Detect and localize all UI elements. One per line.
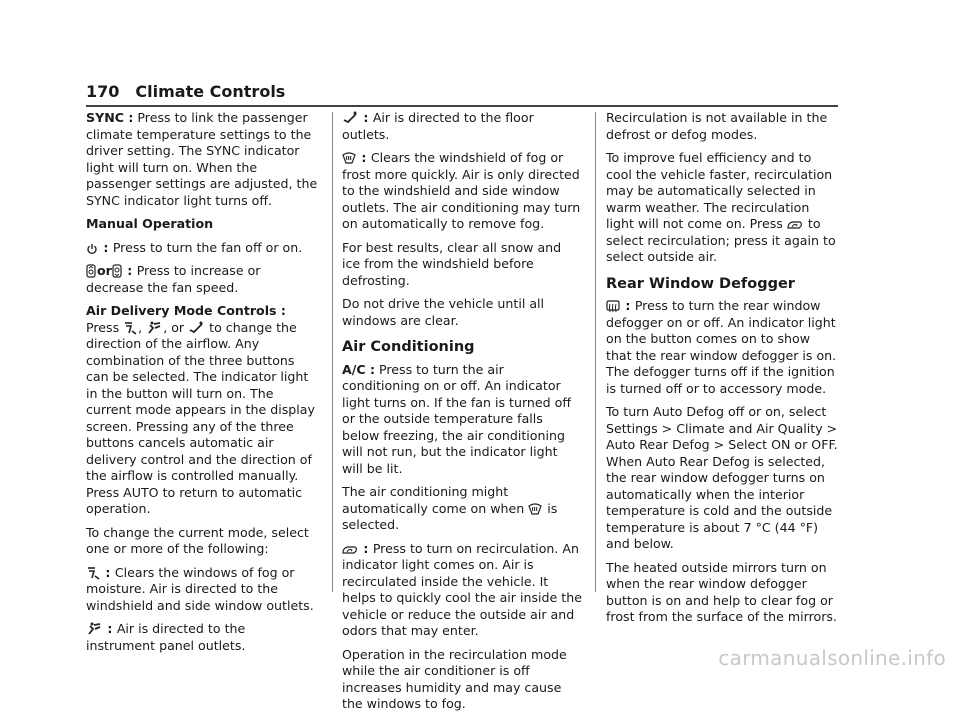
- recirc-operation-paragraph: Operation in the recirculation mode while the air conditioner is off increases humidity and may cause the windows to fog.: [342, 646, 567, 711]
- ac-auto-paragraph: [342, 484, 582, 534]
- recirculation-icon: [342, 544, 358, 556]
- ac-auto-text-2: is selected.: [342, 500, 558, 532]
- sync-paragraph: [86, 110, 318, 209]
- recirculation-icon: [787, 219, 803, 231]
- best-results-paragraph: For best results, clear all snow and ice from the windshield before defrosting.: [342, 239, 562, 288]
- defrost-paragraph: : Clears the windshield of fog or frost more quickly. Air is only directed to the windshield and side window outlets. The air conditioning may turn on automatically to remove fog.: [342, 150, 581, 231]
- air-delivery-text: to change the direction of the airflow. Any combination of the three buttons can be selected. The indicator light in the button will turn on. The current mode appears in the display screen. Pressing any of the three buttons cancels automatic air delivery control and the direction of the airflow is controlled manually. Press AUTO to return to automatic operation.: [86, 319, 315, 516]
- power-text: Press to turn the fan off or on.: [112, 239, 303, 255]
- column-right: [606, 110, 838, 633]
- defrost-icon: [528, 502, 542, 516]
- vent-paragraph: : Air is directed to the instrument panel outlets.: [86, 621, 246, 653]
- air-delivery-label: Air Delivery Mode Controls :: [86, 303, 286, 318]
- defog-mode-icon: [123, 321, 137, 335]
- air-delivery-press: Press: [86, 319, 120, 335]
- recirc-text: Press to turn on recirculation. An indicator light comes on. Air is recirculated inside the vehicle. It helps to quickly cool the air inside the vehicle or reduce the outside air and odors that may enter.: [342, 540, 582, 638]
- floor-paragraph: : Air is directed to the floor outlets.: [342, 110, 534, 142]
- manual-operation-heading: Manual Operation: [86, 216, 214, 231]
- power-paragraph: : Press to turn the fan off or on.: [86, 240, 318, 257]
- vent-text: Air is directed to the instrument panel outlets.: [86, 621, 246, 653]
- ac-heading: Air Conditioning: [342, 339, 475, 355]
- defog-text: Clears the windows of fog or moisture. Air is directed to the windshield and side window outlets.: [86, 564, 314, 613]
- floor-mode-icon: [342, 111, 358, 125]
- power-icon: [86, 243, 98, 255]
- rear-defogger-heading: Rear Window Defogger: [606, 275, 795, 292]
- defrost-icon: [342, 151, 356, 165]
- fuel-efficiency-paragraph: [606, 150, 838, 266]
- defog-mode-icon: [86, 566, 100, 580]
- rear-defog-icon: [606, 300, 620, 313]
- fan-text: Press to increase or decrease the fan speed.: [86, 263, 261, 295]
- vent-mode-icon: [86, 622, 102, 636]
- fan-paragraph: or : Press to increase or decrease the fan speed.: [86, 263, 261, 295]
- section-title: Climate Controls: [135, 82, 286, 101]
- column-left: [86, 110, 318, 661]
- auto-defog-paragraph: To turn Auto Defog off or on, select Settings > Climate and Air Quality > Auto Rear Defog > Select ON or OFF. When Auto Rear Defog is selected, the rear window defogger turns on automatically when the interior temperature is cold and the outside temperature is about 7 °C (44 °F) and below.: [606, 404, 838, 551]
- fan-or: or: [97, 263, 112, 278]
- page-number: 170: [86, 82, 120, 101]
- ac-text: Press to turn the air conditioning on or off. An indicator light turns on. If the fan is turned off or the outside temperature falls below freezing, the air conditioning will not run, but the indicator light will be lit.: [342, 361, 572, 476]
- recirc-paragraph: : Press to turn on recirculation. An indicator light comes on. Air is recirculated inside the vehicle. It helps to quickly cool the air inside the vehicle or reduce the outside air and odors that may enter.: [342, 540, 582, 638]
- fan-increase-icon: [86, 264, 96, 278]
- fan-decrease-icon: [112, 264, 122, 278]
- defrost-text: Clears the windshield of fog or frost more quickly. Air is only directed to the windshield and side window outlets. The air conditioning may turn on automatically to remove fog.: [342, 150, 581, 231]
- air-delivery-paragraph: Air Delivery Mode Controls : Press , , or to change the direction of the airflow. Any combination of the three buttons can be selected. The indicator light in the button will turn on. The current mode appears in the display screen. Pressing any of the three buttons cancels automatic air delivery control and the direction of the airflow is controlled manually. Press AUTO to return to automatic operation.: [86, 303, 315, 516]
- fuel-eff-text-2: to select recirculation; press it again to select outside air.: [606, 216, 836, 264]
- vent-mode-icon: [146, 321, 162, 335]
- defog-paragraph: : Clears the windows of fog or moisture. Air is directed to the windshield and side window outlets.: [86, 564, 314, 613]
- rear-defog-text: Press to turn the rear window defogger on or off. An indicator light on the button comes on to show that the rear window defogger is on. The defogger turns off if the ignition is turned off or to accessory mode.: [606, 298, 837, 396]
- rear-defog-paragraph: : Press to turn the rear window defogger on or off. An indicator light on the button comes on to show that the rear window defogger is on. The defogger turns off if the ignition is turned off or to accessory mode.: [606, 298, 837, 396]
- heated-mirrors-paragraph: The heated outside mirrors turn on when the rear window defogger button is on and help to clear fog or frost from the surface of the mirrors.: [606, 559, 837, 624]
- column-divider: [332, 112, 333, 592]
- ac-paragraph: [342, 362, 582, 478]
- column-middle: [342, 110, 582, 720]
- air-delivery-or: or: [171, 319, 185, 335]
- change-mode-paragraph: To change the current mode, select one or more of the following:: [86, 524, 309, 556]
- ac-label: A/C :: [342, 361, 376, 377]
- sync-text: Press to link the passenger climate temperature settings to the driver setting. The SYNC indicator light will turn on. When the passenger settings are adjusted, the SYNC indicator light turns off.: [86, 110, 318, 208]
- floor-text: Air is directed to the floor outlets.: [342, 110, 534, 142]
- do-not-drive-paragraph: Do not drive the vehicle until all windows are clear.: [342, 296, 545, 328]
- fuel-eff-text-1: To improve fuel efficiency and to cool the vehicle faster, recirculation may be automatically selected in warm weather. The recirculation light will not come on. Press: [606, 150, 833, 231]
- sync-label: SYNC :: [86, 110, 134, 125]
- watermark: carmanualsonline.info: [718, 646, 946, 670]
- recirc-na-paragraph: Recirculation is not available in the defrost or defog modes.: [606, 110, 828, 142]
- floor-mode-icon: [188, 321, 204, 335]
- ac-auto-text-1: The air conditioning might automatically come on when: [342, 484, 525, 516]
- page-header: [86, 82, 838, 107]
- column-divider: [595, 112, 596, 592]
